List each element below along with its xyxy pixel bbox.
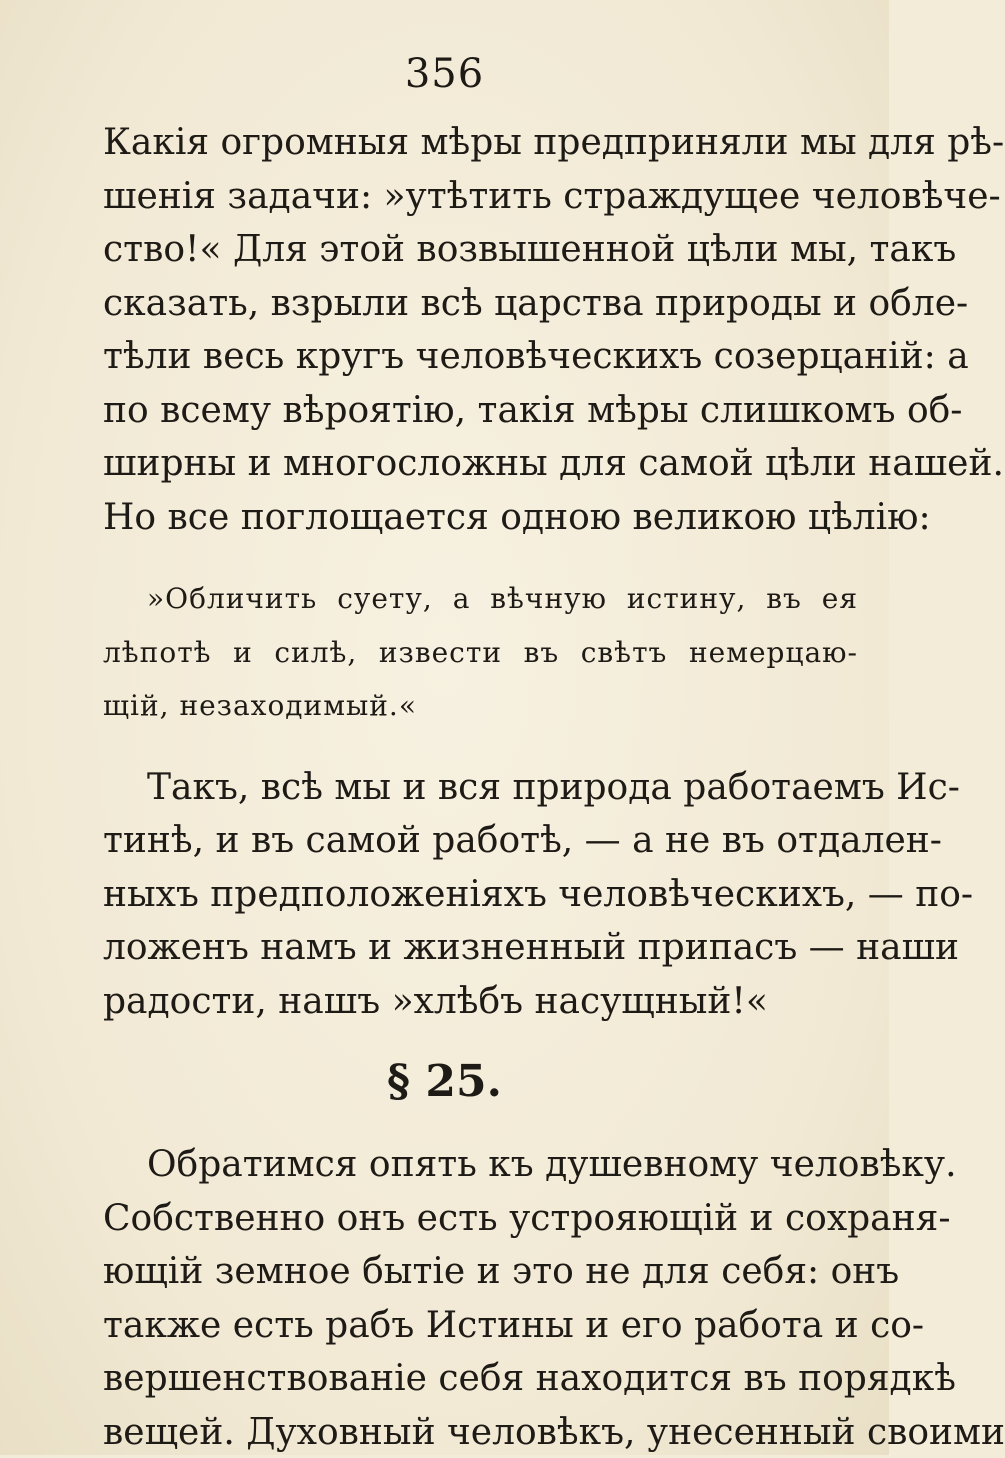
text-line: Но все поглощается одною великою цѣлію:: [103, 497, 931, 538]
text-line: ныхъ предположеніяхъ человѣческихъ, — по-: [103, 874, 974, 915]
text-line: радости, нашъ »хлѣбъ насущный!«: [103, 981, 768, 1022]
text-line: Такъ, всѣ мы и вся природа работаемъ Ис-: [147, 767, 960, 808]
text-line: ложенъ намъ и жизненный припасъ — наши: [103, 927, 960, 968]
text-line: по всему вѣроятію, такія мѣры слишкомъ об-: [103, 390, 963, 431]
text-line: ширны и многосложны для самой цѣли нашей.: [103, 443, 1004, 484]
text-line: вещей. Духовный человѣкъ, унесенный своими: [103, 1412, 1005, 1453]
text-line: ство!« Для этой возвышенной цѣли мы, такъ: [103, 229, 957, 270]
text-line: вершенствованіе себя находится въ порядкѣ: [103, 1358, 956, 1399]
text-line: ющій земное бытіе и это не для себя: онъ: [103, 1251, 900, 1292]
text-line: тинѣ, и въ самой работѣ, — а не въ отдален-: [103, 820, 942, 861]
quote-line: щій, незаходимый.«: [103, 689, 417, 722]
page-number: 356: [404, 51, 485, 97]
text-line: Обратимся опять къ душевному человѣку.: [147, 1144, 957, 1185]
quote-line: »Обличить суету, а вѣчную истину, въ ея: [147, 582, 858, 615]
section-heading: § 25.: [387, 1056, 502, 1107]
text-line: сказать, взрыли всѣ царства природы и обле-: [103, 283, 969, 324]
text-line: тѣли весь кругъ человѣческихъ созерцаній: а: [103, 336, 969, 377]
text-line: Какія огромныя мѣры предприняли мы для рѣ-: [103, 122, 1005, 163]
text-line: шенія задачи: »утѣтить страждущее человѣче-: [103, 176, 1001, 217]
text-line: также есть рабъ Истины и его работа и со-: [103, 1305, 925, 1346]
quote-line: лѣпотѣ и силѣ, извести въ свѣтъ немерцаю-: [103, 636, 858, 669]
text-line: Собственно онъ есть устрояющій и сохраня-: [103, 1198, 951, 1239]
